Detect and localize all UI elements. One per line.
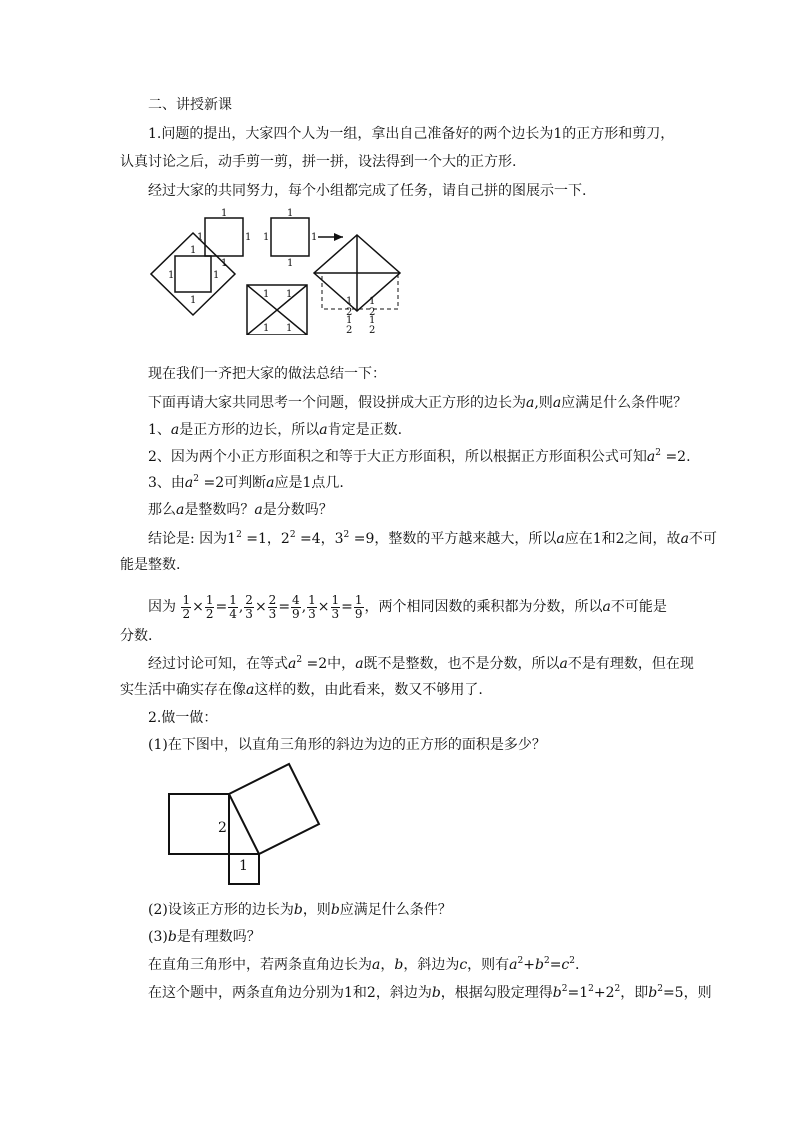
- frac-a3-3-den: 2: [346, 325, 353, 335]
- frac-a3-4-num: 1: [369, 315, 376, 326]
- label-bottom-2: 1: [287, 258, 294, 269]
- label-one: 1: [239, 858, 248, 874]
- pythagoras-application: 在这个题中，两条直角边分别为1和2，斜边为b，根据勾股定理得$b^2=1^2+2^2$，即$b^2=5$，则: [148, 984, 712, 1001]
- frac-a3-1-num: 1: [346, 296, 353, 307]
- label-top-1: 1: [221, 208, 228, 219]
- label-a2-tr: 1: [286, 289, 293, 300]
- label-right-2: 1: [311, 232, 318, 243]
- question-integer: 那么a是整数吗？a是分数吗？: [148, 502, 333, 518]
- label-a1-top: 1: [190, 245, 197, 256]
- paragraph-summary: 现在我们一齐把大家的做法总结一下：: [148, 366, 386, 382]
- frac-1-2b: $\frac{1}{2}$: [205, 592, 214, 621]
- label-right-1: 1: [245, 232, 252, 243]
- do-question-1: (1)在下图中，以直角三角形的斜边为边的正方形的面积是多少？: [148, 737, 546, 753]
- frac-a3-2-den: 2: [369, 307, 376, 318]
- item-3: 3、由$a^2 =2$可判断a应是1点几.: [148, 474, 344, 491]
- item-2: 2、因为两个小正方形面积之和等于大正方形面积，所以根据正方形面积公式可知$a^2 =2$.: [148, 448, 691, 465]
- square-hypotenuse: [229, 764, 319, 854]
- small-square-2: [271, 218, 309, 256]
- paragraph-question: 下面再请大家共同思考一个问题，假设拼成大正方形的边长为a,则a应满足什么条件呢？: [148, 395, 688, 411]
- item-1: 1、a是正方形的边长，所以a肯定是正数.: [148, 422, 403, 438]
- label-left-2: 1: [263, 232, 270, 243]
- label-a1-right: 1: [213, 270, 220, 281]
- frac-a3-1-den: 2: [346, 307, 353, 318]
- frac-1-2: $\frac{1}{2}$: [182, 592, 191, 621]
- paragraph-problem: 1.问题的提出，大家四个人为一组，拿出自己准备好的两个边长为1的正方形和剪刀，: [148, 126, 675, 142]
- label-a2-tl: 1: [263, 289, 270, 300]
- frac-a3-4-den: 2: [369, 325, 376, 335]
- label-a2-br: 1: [286, 323, 293, 334]
- label-a2-bl: 1: [263, 323, 270, 334]
- label-two: 2: [218, 820, 227, 836]
- frac-a3-3-num: 1: [346, 315, 353, 326]
- triangle-squares-figure: [160, 760, 330, 890]
- fraction-paragraph-cont: 分数.: [120, 628, 153, 644]
- discussion-cont: 实生活中确实存在像a这样的数，由此看来，数又不够用了.: [120, 682, 483, 698]
- label-top-2: 1: [287, 208, 294, 219]
- frac-a3-2-num: 1: [369, 296, 376, 307]
- frac-1-3b: $\frac{1}{3}$: [331, 592, 340, 621]
- arrow-icon: [334, 233, 343, 241]
- section-title: 二、讲授新课: [148, 97, 232, 113]
- conclusion: 结论是: 因为$1^2 =1$，$2^2 =4$，$3^2 =9$，整数的平方越来越大，所以a应在1和2之间，故a不可: [148, 530, 717, 547]
- paragraph-show: 经过大家的共同努力，每个小组都完成了任务，请自己拼的图展示一下.: [148, 183, 587, 199]
- discussion: 经过讨论可知，在等式$a^2 =2$中，a既不是整数，也不是分数，所以a不是有理数，但在现: [148, 655, 694, 672]
- conclusion-cont: 能是整数.: [120, 557, 181, 573]
- do-question-2: (2)设该正方形的边长为b，则b应满足什么条件？: [148, 902, 452, 918]
- label-a1-left: 1: [168, 270, 175, 281]
- frac-1-4: $\frac{1}{4}$: [229, 592, 237, 621]
- frac-2-3b: $\frac{2}{3}$: [268, 592, 277, 621]
- frac-1-3: $\frac{1}{3}$: [308, 592, 316, 621]
- pythagoras-statement: 在直角三角形中，若两条直角边长为a，b，斜边为c，则有$a^2+b^2=c^2$.: [148, 956, 580, 973]
- do-question-3: (3)b是有理数吗？: [148, 929, 261, 945]
- label-bottom-1: 1: [221, 258, 228, 269]
- frac-2-3: $\frac{2}{3}$: [245, 592, 253, 621]
- label-a1-bottom: 1: [190, 295, 197, 306]
- label-left-1: 1: [197, 232, 204, 243]
- frac-1-9: $\frac{1}{9}$: [354, 592, 363, 621]
- inner-square-1: [175, 256, 211, 292]
- frac-4-9: $\frac{4}{9}$: [292, 592, 300, 621]
- squares-figure: [150, 205, 410, 335]
- do-title: 2.做一做：: [148, 710, 218, 726]
- fraction-paragraph: 因为 $\frac{1}{2}$ × $\frac{1}{2}$ = $\frac{1}{4}$ , $\frac{2}{3}$ × $\frac{2}{3}$ = $\frac{4}{9}$ , $\frac{1}{3}$ × $\frac{1}{3}$ = $\frac{1}{9}$ ，两个相同因数的乘积都为分数，所以a不可能是: [148, 592, 667, 621]
- paragraph-problem-cont: 认真讨论之后，动手剪一剪，拼一拼，设法得到一个大的正方形.: [120, 154, 517, 170]
